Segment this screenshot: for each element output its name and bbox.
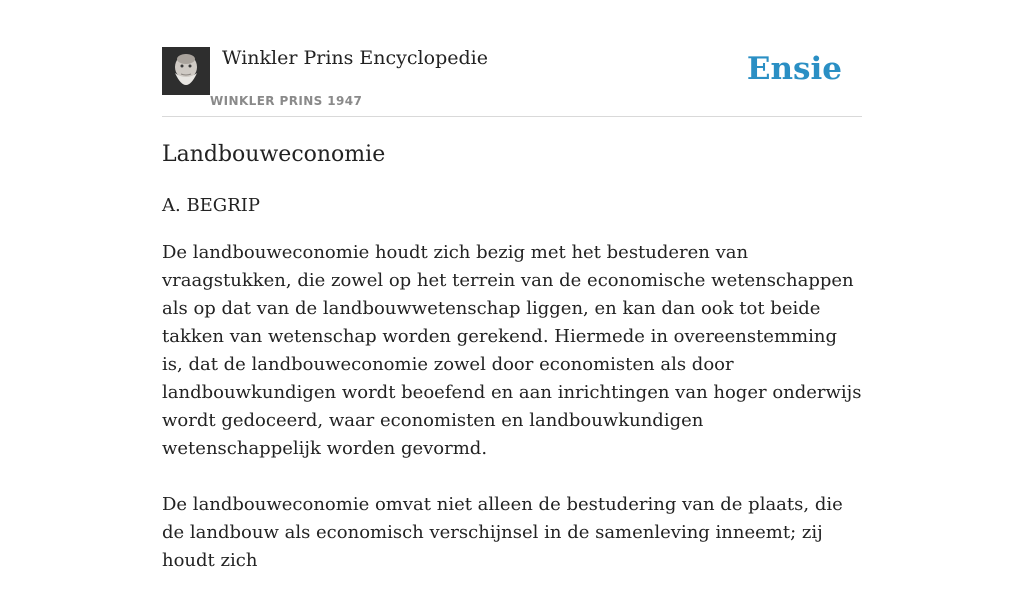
paragraph: De landbouweconomie houdt zich bezig met het bestuderen van vraagstukken, die zowel op het terrein van de economische wetenschappen als op dat van de landbouwwetenschap liggen, en kan dan ook tot beide takken van wetenschap worden gerekend. Hiermede in overeenstemming is, dat de landbouweconomie zowel door economisten als door landbouwkundigen wordt beoefend en aan inrichtingen van hoger onderwijs wordt gedoceerd, waar economisten en landbouwkundigen wetenschappelijk worden gevormd. [162, 242, 862, 459]
article-title: Landbouweconomie [162, 142, 386, 167]
paragraph: De landbouweconomie omvat niet alleen de bestudering van de plaats, die de landbouw als economisch verschijnsel in de samenleving inneemt; zij houdt zich [162, 494, 843, 571]
site-subtitle: WINKLER PRINS 1947 [210, 94, 363, 108]
portrait-avatar-icon[interactable] [162, 47, 210, 95]
article-body [162, 239, 862, 603]
site-header [162, 46, 862, 117]
section-heading: A. BEGRIP [162, 195, 260, 216]
site-title[interactable]: Winkler Prins Encyclopedie [222, 47, 488, 69]
ensie-logo[interactable]: Ensie [746, 51, 842, 87]
